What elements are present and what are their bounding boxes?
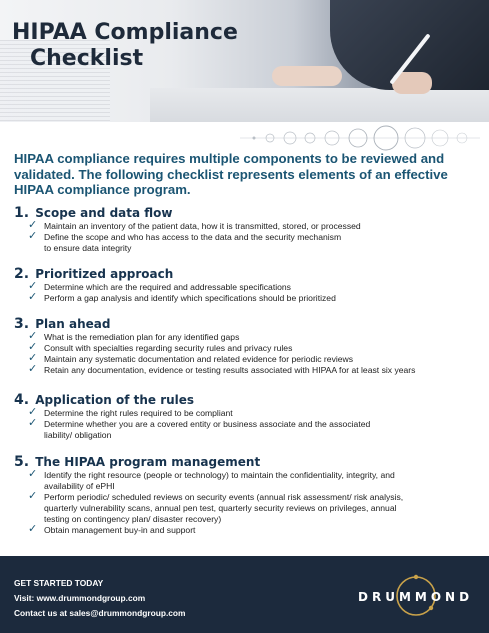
section-number: 4.: [14, 392, 30, 408]
item-text: Define the scope and who has access to the data and the security mechanism: [44, 232, 342, 242]
item-text: Identify the right resource (people or technology) to maintain the confidentiality, integrity, and: [44, 470, 395, 480]
checklist: [14, 470, 479, 536]
footer: [0, 556, 489, 633]
list-item: [14, 332, 479, 343]
item-text: Retain any documentation, evidence or testing results associated with HIPAA for at least six years: [44, 365, 416, 375]
list-item: [14, 282, 479, 293]
list-item: [14, 293, 479, 304]
checkmark-icon: ✓: [28, 341, 38, 353]
checklist: [14, 282, 479, 304]
list-item: [14, 343, 479, 354]
item-text: Perform periodic/ scheduled reviews on security events (annual risk assessment/ risk analysis,: [44, 492, 404, 502]
item-text: Determine which are the required and addressable specifications: [44, 282, 291, 292]
list-item: [14, 492, 479, 503]
item-text: quarterly vulnerability scans, annual pen test, quarterly security reviews on privileges, annual: [44, 503, 397, 513]
header-image: [0, 0, 489, 122]
list-item-continuation: [14, 514, 479, 525]
section-program-management: [14, 454, 479, 536]
checkmark-icon: ✓: [28, 330, 38, 342]
section-title: Scope and data flow: [35, 206, 173, 220]
section-plan-ahead: [14, 316, 479, 376]
list-item-continuation: [14, 243, 479, 254]
list-item-continuation: [14, 430, 479, 441]
checkmark-icon: ✓: [28, 219, 38, 231]
list-item: [14, 525, 479, 536]
item-text: Maintain an inventory of the patient data, how it is transmitted, stored, or processed: [44, 221, 361, 231]
item-text: liability/ obligation: [44, 430, 112, 440]
item-text: Obtain management buy-in and support: [44, 525, 196, 535]
section-number: 3.: [14, 316, 30, 332]
website-link[interactable]: Visit: www.drummondgroup.com: [14, 593, 146, 603]
item-text: to ensure data integrity: [44, 243, 132, 253]
checkmark-icon: ✓: [28, 352, 38, 364]
section-heading: [14, 205, 479, 221]
section-heading: [14, 316, 479, 332]
contact-email-link[interactable]: Contact us at sales@drummondgroup.com: [14, 608, 186, 618]
section-heading: [14, 454, 479, 470]
title-line-1: HIPAA Compliance: [12, 20, 238, 45]
section-number: 1.: [14, 205, 30, 221]
item-text: Consult with specialties regarding security rules and privacy rules: [44, 343, 293, 353]
list-item: [14, 354, 479, 365]
section-prioritized: [14, 266, 479, 304]
section-application: [14, 392, 479, 441]
list-item: [14, 470, 479, 481]
get-started-label: GET STARTED TODAY: [14, 578, 104, 588]
checklist: [14, 332, 479, 376]
item-text: Perform a gap analysis and identify which specifications should be prioritized: [44, 293, 336, 303]
item-text: Determine the right rules required to be compliant: [44, 408, 233, 418]
page-title: [12, 20, 238, 72]
footer-contact-block: [14, 576, 186, 621]
list-item: [14, 232, 479, 243]
item-text: availability of ePHI: [44, 481, 115, 491]
checkmark-icon: ✓: [28, 406, 38, 418]
checklist: [14, 408, 479, 441]
list-item: [14, 419, 479, 430]
intro-text: HIPAA compliance requires multiple components to be reviewed and validated. The following checklist represents elements of an effective HIPAA compliance program.: [14, 151, 448, 198]
checkmark-icon: ✓: [28, 468, 38, 480]
section-number: 5.: [14, 454, 30, 470]
list-item: [14, 221, 479, 232]
section-title: Application of the rules: [35, 393, 195, 407]
checkmark-icon: ✓: [28, 291, 38, 303]
decorative-circles-strip: [240, 124, 480, 154]
section-title: Plan ahead: [35, 317, 111, 331]
item-text: Maintain any systematic documentation and related evidence for periodic reviews: [44, 354, 354, 364]
checkmark-icon: ✓: [28, 363, 38, 375]
section-scope: [14, 205, 479, 254]
checkmark-icon: ✓: [28, 417, 38, 429]
hand-graphic: [272, 66, 342, 86]
checklist: [14, 221, 479, 254]
list-item-continuation: [14, 481, 479, 492]
title-line-2: Checklist: [30, 46, 144, 71]
section-title: Prioritized approach: [35, 267, 174, 281]
checkmark-icon: ✓: [28, 490, 38, 502]
section-heading: [14, 266, 479, 282]
drummond-logo: DRUMMOND: [358, 590, 474, 604]
section-title: The HIPAA program management: [35, 455, 261, 469]
item-text: testing on contingency plan/ disaster recovery): [44, 514, 222, 524]
section-number: 2.: [14, 266, 30, 282]
checkmark-icon: ✓: [28, 230, 38, 242]
checkmark-icon: ✓: [28, 523, 38, 535]
item-text: What is the remediation plan for any identified gaps: [44, 332, 240, 342]
desk-graphic: [150, 88, 489, 122]
list-item: [14, 365, 479, 376]
item-text: Determine whether you are a covered entity or business associate and the associated: [44, 419, 371, 429]
list-item-continuation: [14, 503, 479, 514]
section-heading: [14, 392, 479, 408]
checkmark-icon: ✓: [28, 280, 38, 292]
list-item: [14, 408, 479, 419]
